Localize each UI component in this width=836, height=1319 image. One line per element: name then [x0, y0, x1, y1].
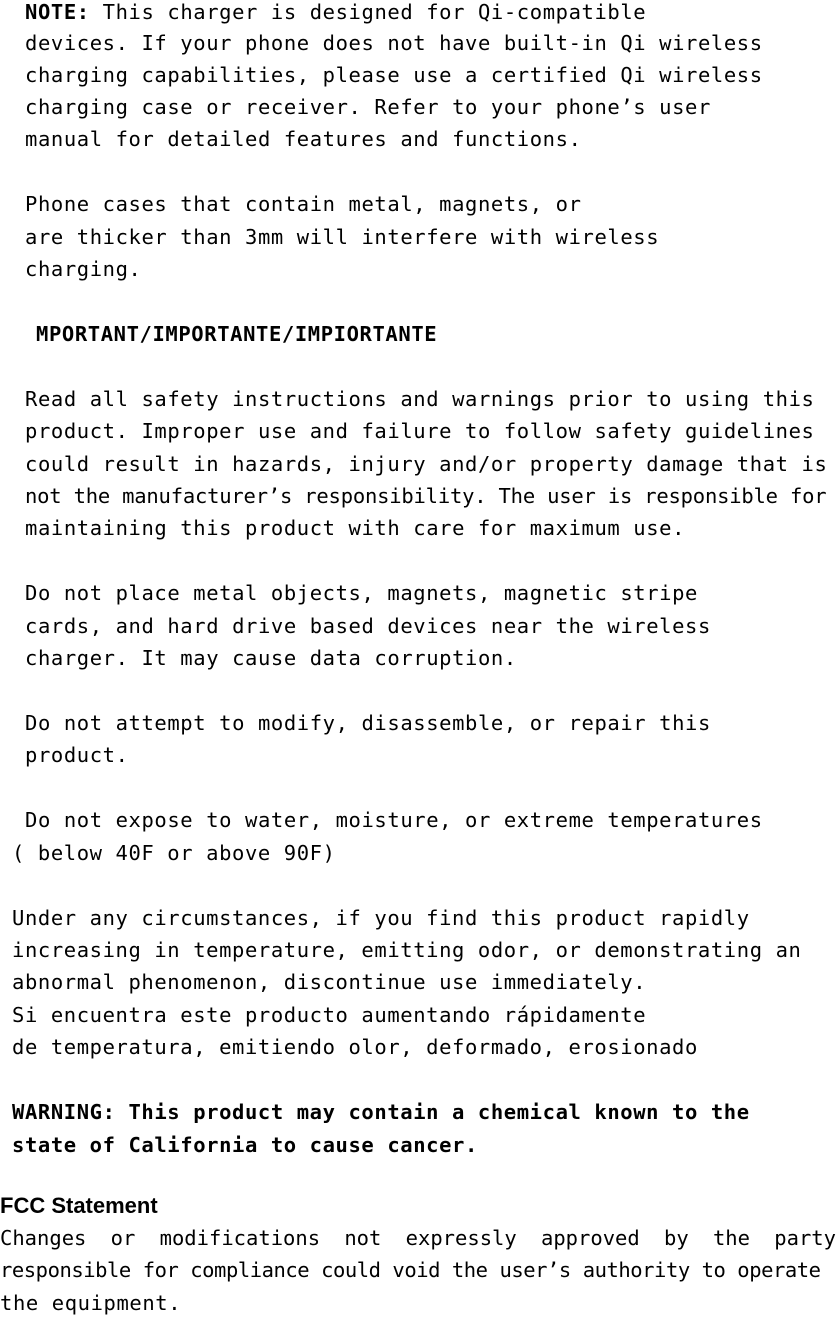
water-line-1: Do not expose to water, moisture, or extreme temperatures — [25, 808, 763, 832]
fcc-word: the — [712, 1226, 750, 1250]
modify-line-1: Do not attempt to modify, disassemble, or repair this — [25, 711, 711, 735]
fcc-word: not — [344, 1226, 382, 1250]
note-line-4: charging case or receiver. Refer to your phone’s user — [25, 95, 711, 119]
circumstances-line-4: Si encuentra este producto aumentando rápidamente — [12, 1003, 647, 1027]
safety-line-4: not the manufacturer’s responsibility. The user is responsible for — [25, 484, 827, 508]
fcc-word: expressly — [405, 1226, 517, 1250]
fcc-word: by — [664, 1226, 689, 1250]
water-line-2: ( below 40F or above 90F) — [12, 841, 336, 865]
fcc-line-3: the equipment. — [0, 1291, 182, 1315]
metal-line-3: charger. It may cause data corruption. — [25, 646, 517, 670]
fcc-word: Changes — [0, 1226, 87, 1250]
note-label: NOTE: — [25, 0, 90, 24]
note-text: This charger is designed for Qi-compatible — [89, 0, 647, 24]
cases-line-3: charging. — [25, 257, 142, 281]
warning-line-2: state of California to cause cancer. — [12, 1133, 478, 1157]
safety-line-3: could result in hazards, injury and/or property damage that is — [25, 452, 828, 476]
cases-line-1: Phone cases that contain metal, magnets, or — [25, 192, 582, 216]
circumstances-line-1: Under any circumstances, if you find this product rapidly — [12, 906, 750, 930]
safety-line-1: Read all safety instructions and warnings prior to using this — [25, 387, 815, 411]
metal-line-2: cards, and hard drive based devices near the wireless — [25, 614, 711, 638]
fcc-word: modifications — [159, 1226, 321, 1250]
note-line-5: manual for detailed features and functions. — [25, 127, 582, 151]
note-line-2: devices. If your phone does not have built-in Qi wireless — [25, 31, 763, 55]
modify-line-2: product. — [25, 743, 129, 767]
note-line-3: charging capabilities, please use a certified Qi wireless — [25, 63, 763, 87]
note-line-1 — [25, 0, 646, 28]
circumstances-line-5: de temperatura, emitiendo olor, deformado, erosionado — [12, 1035, 698, 1059]
circumstances-line-3: abnormal phenomenon, discontinue use immediately. — [12, 970, 647, 994]
metal-line-1: Do not place metal objects, magnets, magnetic stripe — [25, 581, 698, 605]
fcc-line-2: responsible for compliance could void the user’s authority to operate — [0, 1258, 821, 1282]
cases-line-2: are thicker than 3mm will interfere with wireless — [25, 225, 660, 249]
fcc-word: party — [774, 1226, 836, 1250]
warning-line-1: WARNING: This product may contain a chemical known to the — [12, 1100, 750, 1124]
fcc-word: approved — [541, 1226, 640, 1250]
circumstances-line-2: increasing in temperature, emitting odor, or demonstrating an — [12, 938, 802, 962]
fcc-line-1 — [0, 1222, 836, 1254]
fcc-title: FCC Statement — [0, 1193, 158, 1218]
safety-line-2: product. Improper use and failure to follow safety guidelines — [25, 419, 815, 443]
important-heading: MPORTANT/IMPORTANTE/IMPIORTANTE — [36, 322, 438, 346]
safety-line-5: maintaining this product with care for maximum use. — [25, 516, 686, 540]
fcc-word: or — [110, 1226, 136, 1250]
